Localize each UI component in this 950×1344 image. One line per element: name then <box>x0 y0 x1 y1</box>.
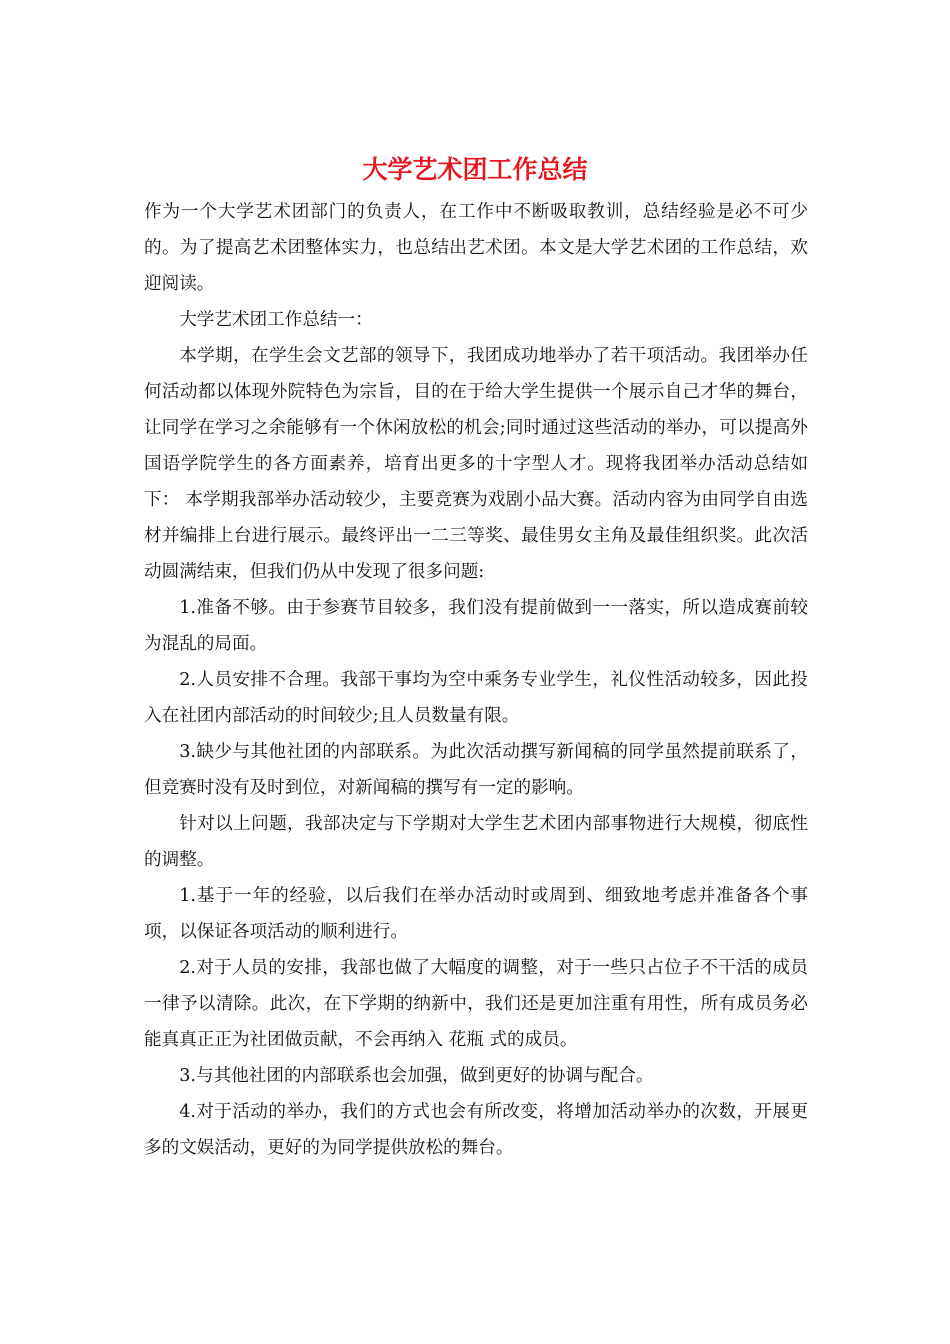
section-heading: 大学艺术团工作总结一： <box>179 310 373 330</box>
plan-item-3: 3.与其他社团的内部联系也会加强，做到更好的协调与配合。 <box>179 1066 654 1086</box>
plan-item-1: 1.基于一年的经验，以后我们在举办活动时或周到、细致地考虑并准备各个事项，以保证各项活动的顺利进行。 <box>144 886 808 942</box>
plan-item-2: 2.对于人员的安排，我部也做了大幅度的调整，对于一些只占位子不干活的成员一律予以清除。此次，在下学期的纳新中，我们还是更加注重有用性，所有成员务必能真真正正为社团做贡献，不会再纳入 花瓶 式的成员。 <box>144 958 808 1050</box>
intro-paragraph: 作为一个大学艺术团部门的负责人，在工作中不断吸取教训，总结经验是必不可少的。为了提高艺术团整体实力，也总结出艺术团。本文是大学艺术团的工作总结，欢迎阅读。 <box>144 202 808 294</box>
problem-item-3: 3.缺少与其他社团的内部联系。为此次活动撰写新闻稿的同学虽然提前联系了，但竞赛时没有及时到位，对新闻稿的撰写有一定的影响。 <box>144 742 808 798</box>
decision-paragraph: 针对以上问题，我部决定与下学期对大学生艺术团内部事物进行大规模，彻底性的调整。 <box>144 814 808 870</box>
plan-item-4: 4.对于活动的举办，我们的方式也会有所改变，将增加活动举办的次数，开展更多的文娱活动，更好的为同学提供放松的舞台。 <box>144 1102 808 1158</box>
main-paragraph: 本学期，在学生会文艺部的领导下，我团成功地举办了若干项活动。我团举办任何活动都以体现外院特色为宗旨，目的在于给大学生提供一个展示自己才华的舞台，让同学在学习之余能够有一个休闲放松的机会;同时通过这些活动的举办，可以提高外国语学院学生的各方面素养，培育出更多的十字型人才。现将我团举办活动总结如下： 本学期我部举办活动较少，主要竞赛为戏剧小品大赛。活动内容为由同学自由选材并编排上台进行展示。最终评出一二三等奖、最佳男女主角及最佳组织奖。此次活动圆满结束，但我们仍从中发现了很多问题: <box>144 346 808 582</box>
problem-item-1: 1.准备不够。由于参赛节目较多，我们没有提前做到一一落实，所以造成赛前较为混乱的局面。 <box>144 598 808 654</box>
document-title: 大学艺术团工作总结 <box>362 155 588 184</box>
document-body <box>144 194 808 1166</box>
problem-item-2: 2.人员安排不合理。我部干事均为空中乘务专业学生，礼仪性活动较多，因此投入在社团内部活动的时间较少;且人员数量有限。 <box>144 670 808 726</box>
